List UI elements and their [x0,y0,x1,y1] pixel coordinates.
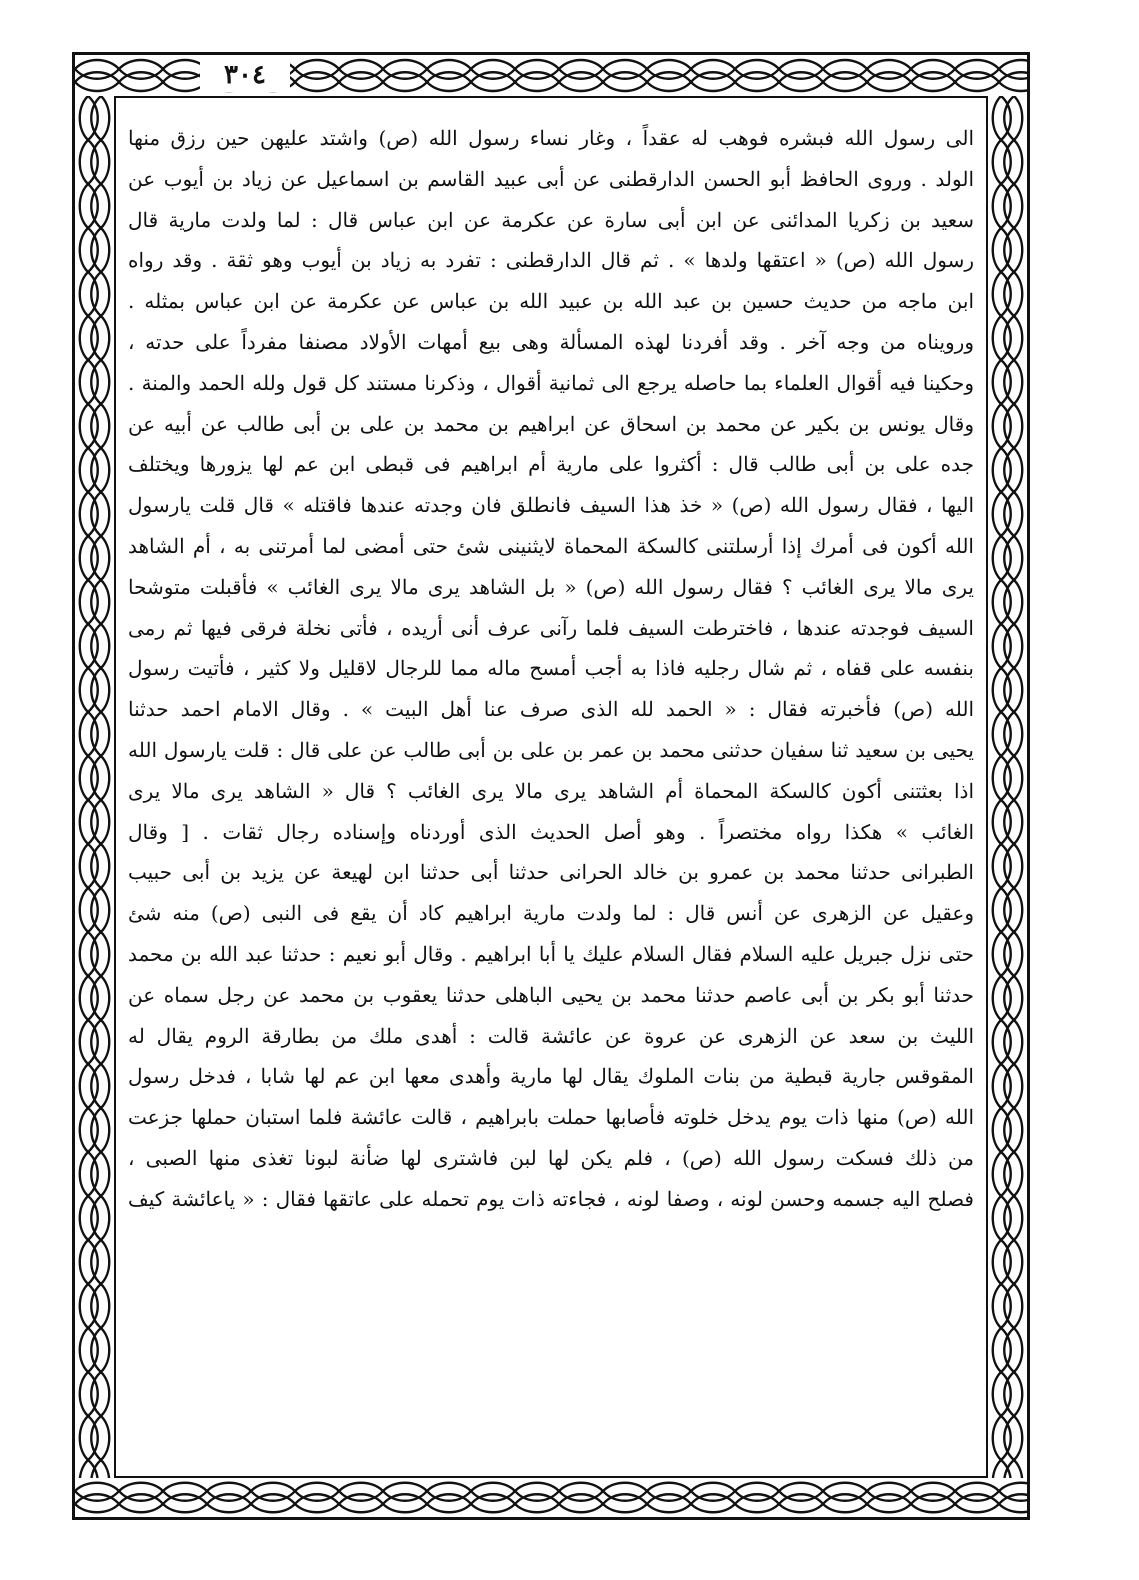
text-line: ابن ماجه من حديث حسين بن عبد الله بن عبيد الله بن عباس عن عكرمة عن ابن عباس بمثله . [128,289,974,314]
text-line: الله (ص) منها ذات يوم يدخل خلوته فأصابها حملت بابراهيم ، قالت عائشة فلما استبان حملها جزعت [128,1105,974,1130]
text-line: رسول الله (ص) « اعتقها ولدها » . ثم قال الدارقطنى : تفرد به زياد بن أيوب وهو ثقة . وقد رواه [128,248,974,273]
text-line: وقال يونس بن بكير عن محمد بن اسحاق عن ابراهيم بن محمد بن على بن أبى طالب عن أبيه عن [128,411,974,436]
text-line: الطبرانى حدثنا محمد بن عمرو بن خالد الحرانى حدثنا أبى حدثنا ابن لهيعة عن يزيد بن أبى حبيب [128,860,974,885]
text-line: الولد . وروى الحافظ أبو الحسن الدارقطنى عن أبى عبيد القاسم بن اسماعيل عن زياد بن أيوب عن [128,166,974,191]
text-line: سعيد بن زكريا المدائنى عن ابن أبى سارة عن عكرمة عن ابن عباس قال : لما ولدت مارية قال [128,207,974,232]
text-line: اذا بعثتنى أكون كالسكة المحماة أم الشاهد يرى مالا يرى الغائب ؟ قال « الشاهد يرى مالا يرى [128,778,974,803]
text-line: المقوقس جارية قبطية من بنات الملوك يقال لها مارية وأهدى معها ابن عم لها شابا ، فدخل رسول [128,1064,974,1089]
ornament-band-right [988,96,1027,1478]
ornament-band-left [75,96,114,1478]
text-line: حتى نزل جبريل عليه السلام فقال السلام عليك يا أبا ابراهيم . وقال أبو نعيم : حدثنا عبد الله بن محمد [128,941,974,966]
text-line: السيف فوجدته عندها ، فاخترطت السيف فلما رآنى عرف أنى أريده ، فأتى نخلة فرقى فيها ثم رمى [128,615,974,640]
text-line: الغائب » هكذا رواه مختصراً . وهو أصل الحديث الذى أوردناه وإسناده رجال ثقات . [ وقال [128,819,974,844]
text-line: الليث بن سعد عن الزهرى عن عروة عن عائشة قالت : أهدى ملك من بطارقة الروم يقال له [128,1023,974,1048]
text-line: بنفسه على قفاه ، ثم شال رجليه فاذا به أجب أمسح ماله مما للرجال لاقليل ولا كثير ، فأتيت رسول [128,656,974,681]
text-line: اليها ، فقال رسول الله (ص) « خذ هذا السيف فانطلق فان وجدته عندها فاقتله » قال قلت يارسول [128,493,974,518]
text-line: الى رسول الله فبشره فوهب له عقداً ، وغار نساء رسول الله (ص) واشتد عليهن حين رزق منها [128,126,974,150]
page-text [128,118,974,1220]
text-line: الله (ص) فأخبرته فقال : « الحمد لله الذى صرف عنا أهل البيت » . وقال الامام احمد حدثنا [128,697,974,722]
text-line: حدثنا أبو بكر بن أبى عاصم حدثنا محمد بن يحيى الباهلى حدثنا يعقوب بن محمد عن رجل سماه عن [128,982,974,1007]
text-line: جده على بن أبى طالب قال : أكثروا على مارية أم ابراهيم فى قبطى ابن عم لها يزورها ويختلف [128,452,974,477]
text-line: الله أكون فى أمرك إذا أرسلتنى كالسكة المحماة لايثنينى شئ حتى أمضى لما أمرتنى به ، أم الشاهد [128,533,974,558]
ornament-band-bottom [75,1478,1027,1517]
text-line: يرى مالا يرى الغائب ؟ فقال رسول الله (ص) « بل الشاهد يرى مالا يرى الغائب » فأقبلت متوشحا [128,574,974,599]
text-line: من ذلك فسكت رسول الله (ص) ، فلم يكن لها لبن فاشترى لها ضأنة لبونا تغذى منها الصبى ، [128,1145,974,1170]
page-number: ٣٠٤ [200,58,290,92]
text-line: فصلح اليه جسمه وحسن لونه ، وصفا لونه ، فجاءته ذات يوم تحمله على عاتقها فقال : « ياعائشة كيف [128,1186,974,1211]
text-line: يحيى بن سعيد ثنا سفيان حدثنى محمد بن عمر بن على بن أبى طالب عن على قال : قلت يارسول الله [128,737,974,762]
text-line: وعقيل عن الزهرى عن أنس قال : لما ولدت مارية ابراهيم كاد أن يقع فى النبى (ص) منه شئ [128,901,974,926]
text-line: وحكينا فيه أقوال العلماء بما حاصله يرجع الى ثمانية أقوال ، وذكرنا مستند كل قول ولله الحمد والمنة . [128,370,974,395]
text-line: ورويناه من وجه آخر . وقد أفردنا لهذه المسألة وهى بيع أمهات الأولاد مصنفا مفرداً على حدته ، [128,329,974,354]
